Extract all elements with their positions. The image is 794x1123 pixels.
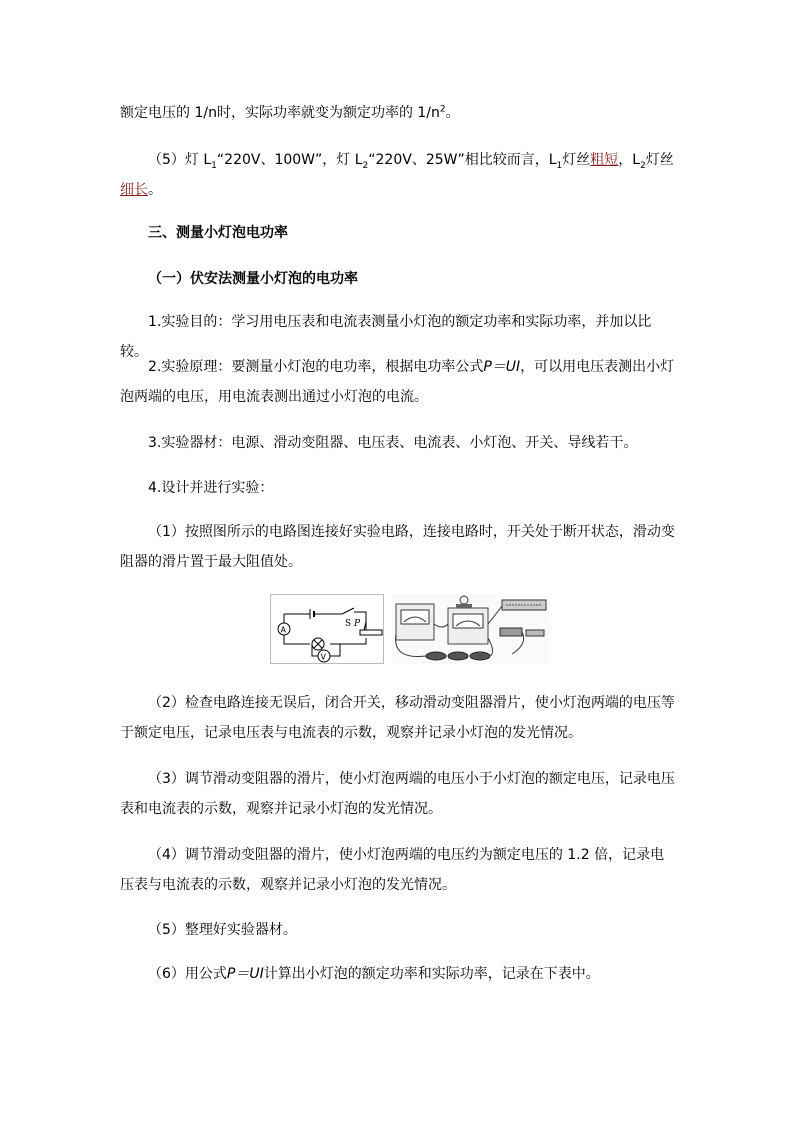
section-heading: 三、测量小灯泡电功率 [148,225,288,241]
step-design: 4.设计并进行实验： [148,480,274,496]
paragraph-power-ratio: 额定电压的 1/n时，实际功率就变为额定功率的 $1/n^2$。 [120,104,460,121]
step-2: （2）检查电路连接无误后，闭合开关，移动滑动变阻器滑片，使小灯泡两端的电压等于额定电压，记录电压表与电流表的示数，观察并记录小灯泡的发光情况。 [120,695,675,741]
subsection-heading: （一）伏安法测量小灯泡的电功率 [148,271,358,287]
switch-label: S [345,619,352,629]
step-equipment: 3.实验器材：电源、滑动变阻器、电压表、电流表、小灯泡、开关、导线若干。 [148,435,638,451]
svg-text:V: V [320,652,326,662]
step-6: （6）用公式P＝UI计算出小灯泡的额定功率和实际功率，记录在下表中。 [148,966,600,982]
paragraph-lamp-compare: （5）灯 $L_1“220V$、100W”，灯 $L_2“220V$、25W”相比较而言，$L_1$灯丝粗短，$L_2$灯丝细长。 [120,152,674,198]
slider-label: P [354,619,361,629]
link-thick-short[interactable]: 粗短 [590,152,619,168]
step-4: （4）调节滑动变阻器的滑片，使小灯泡两端的电压约为额定电压的 1.2 倍，记录电压表与电流表的示数，观察并记录小灯泡的发光情况。 [120,847,665,893]
step-1: （1）按照图所示的电路图连接好实验电路，连接电路时，开关处于断开状态，滑动变阻器的滑片置于最大阻值处。 [120,524,675,570]
lamp-icon [312,638,324,650]
step-3: （3）调节滑动变阻器的滑片，使小灯泡两端的电压小于小灯泡的额定电压，记录电压表和电流表的示数，观察并记录小灯泡的发光情况。 [120,771,675,817]
apparatus-photo [392,594,550,664]
voltmeter-icon [318,650,330,662]
circuit-diagram [270,594,384,664]
svg-text:A: A [280,625,286,635]
link-thin-long[interactable]: 细长 [120,182,148,198]
step-purpose: 1.实验目的：学习用电压表和电流表测量小灯泡的额定功率和实际功率，并加以比较。 [120,314,652,360]
step-principle: 2.实验原理：要测量小灯泡的电功率，根据电功率公式P＝UI，可以用电压表测出小灯泡两端的电压，用电流表测出通过小灯泡的电流。 [120,359,675,405]
ammeter-icon [278,623,290,635]
step-5: （5）整理好实验器材。 [148,922,297,938]
